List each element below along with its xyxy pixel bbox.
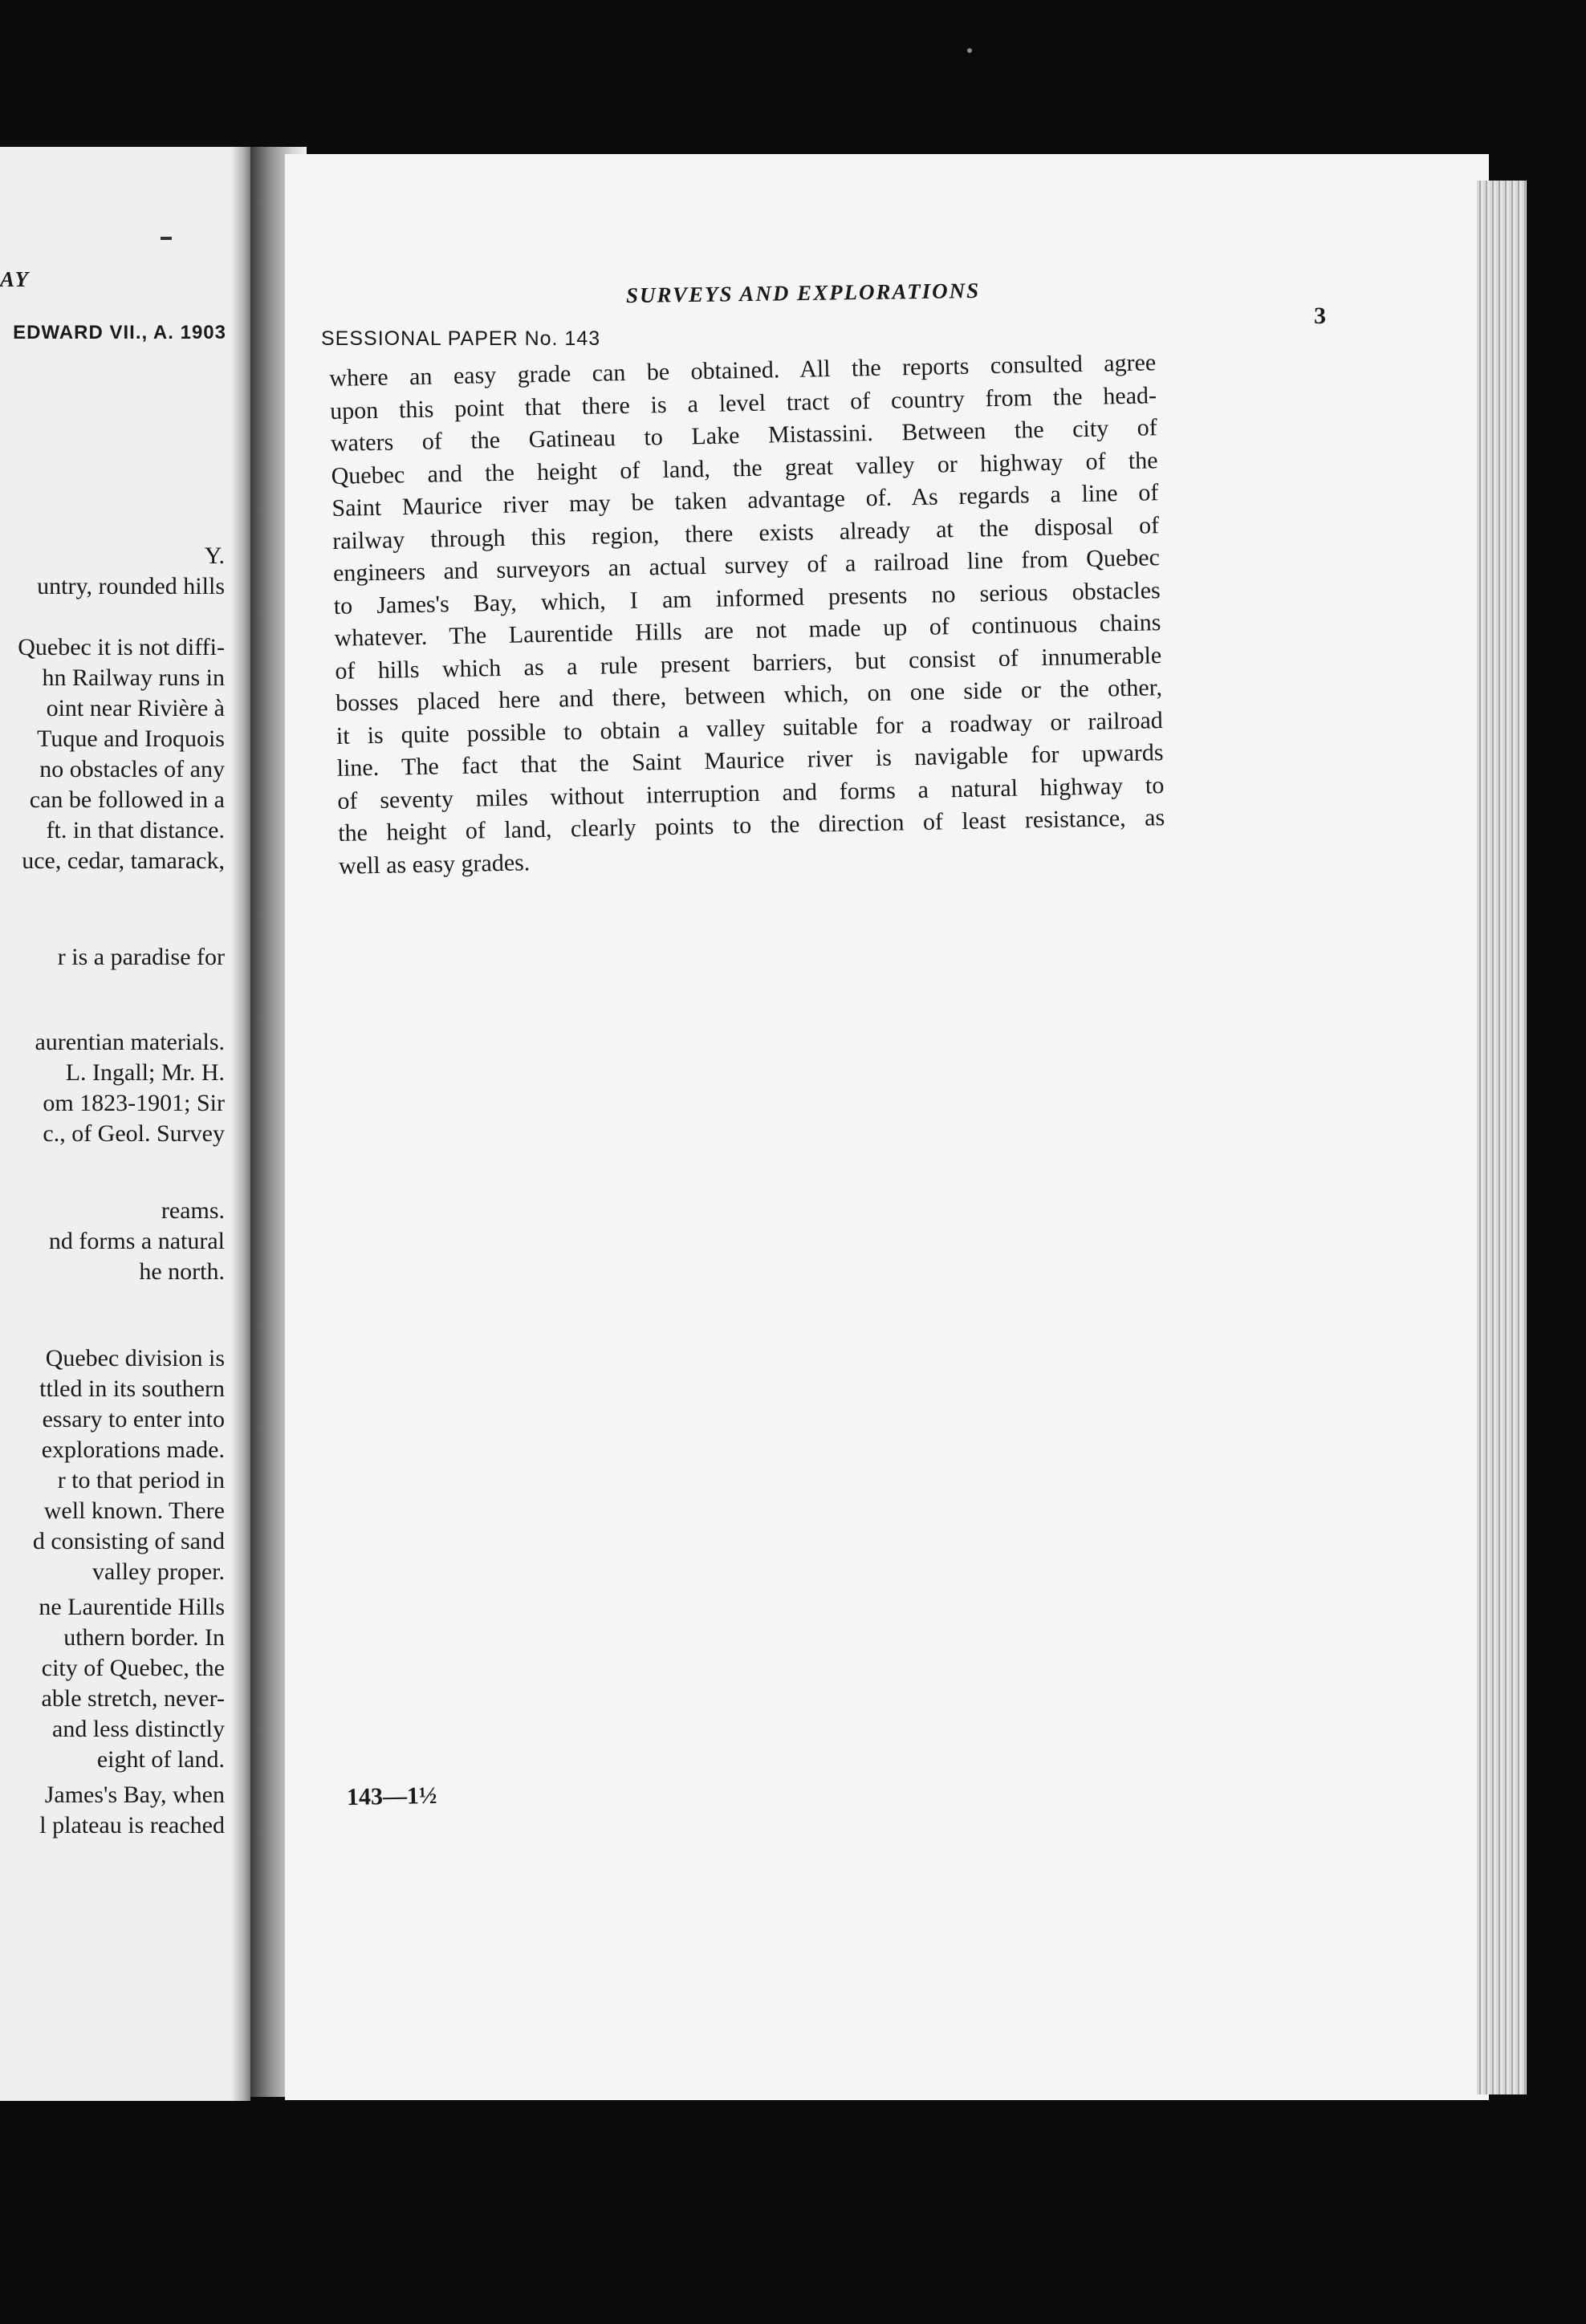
left-text-line: and less distinctly: [52, 1716, 225, 1742]
left-text-line: r is a paradise for: [57, 944, 225, 970]
left-text-line: essary to enter into: [42, 1406, 225, 1432]
left-text-line: James's Bay, when: [44, 1782, 225, 1808]
left-text-line: ttled in its southern: [39, 1375, 225, 1402]
left-text-line: aurentian materials.: [35, 1029, 225, 1055]
left-text-line: reams.: [161, 1197, 225, 1224]
left-text-line: c., of Geol. Survey: [43, 1120, 225, 1147]
left-page-dash: [161, 237, 172, 240]
left-text-line: Y.: [204, 542, 225, 569]
left-text-line: L. Ingall; Mr. H.: [65, 1059, 225, 1086]
left-text-line: uthern border. In: [63, 1624, 225, 1651]
left-text-line: om 1823-1901; Sir: [43, 1090, 225, 1116]
body-line: well as easy grades.: [338, 848, 531, 880]
body-line: bosses placed here and there, between which, on one side or the other,: [335, 674, 1163, 717]
left-text-line: ne Laurentide Hills: [39, 1594, 225, 1620]
body-line: Quebec and the height of land, the great valley or highway of the: [331, 446, 1158, 490]
left-page: [0, 147, 242, 2101]
body-line: upon this point that there is a level tract of country from the head-: [329, 381, 1157, 425]
sessional-paper-label: SESSIONAL PAPER No. 143: [321, 327, 601, 350]
left-text-line: Tuque and Iroquois: [37, 725, 225, 752]
left-text-line: no obstacles of any: [39, 756, 225, 782]
signature-mark: 143—1½: [346, 1782, 437, 1811]
left-text-line: untry, rounded hills: [37, 573, 225, 599]
body-line: of hills which as a rule present barriers, but consist of innumerable: [335, 641, 1162, 685]
left-text-line: can be followed in a: [29, 786, 225, 813]
left-text-line: he north.: [139, 1258, 225, 1285]
left-text-line: l plateau is reached: [39, 1812, 225, 1838]
running-head: SURVEYS AND EXPLORATIONS: [625, 278, 981, 308]
left-text-line: d consisting of sand: [32, 1528, 225, 1554]
page-number: 3: [1314, 303, 1326, 329]
left-text-line: uce, cedar, tamarack,: [22, 847, 225, 874]
body-line: where an easy grade can be obtained. All the reports consulted agree: [329, 349, 1157, 392]
left-text-line: eight of land.: [96, 1746, 225, 1773]
left-sessional-label: EDWARD VII., A. 1903: [13, 322, 226, 343]
body-line: to James's Bay, which, I am informed presents no serious obstacles: [333, 576, 1161, 620]
left-text-line: Quebec division is: [45, 1345, 225, 1371]
body-line: railway through this region, there exists already at the disposal of: [331, 511, 1160, 555]
scan-speck: [967, 48, 972, 53]
body-line: whatever. The Laurentide Hills are not made up of continuous chains: [334, 609, 1161, 652]
page-edge: [1477, 181, 1527, 2094]
left-text-line: well known. There: [43, 1497, 225, 1524]
body-line: Saint Maurice river may be taken advantage of. As regards a line of: [331, 479, 1159, 522]
left-text-line: ft. in that distance.: [46, 817, 225, 843]
body-line: line. The fact that the Saint Maurice river is navigable for upwards: [336, 739, 1164, 782]
left-text-line: r to that period in: [57, 1467, 225, 1493]
body-line: of seventy miles without interruption and forms a natural highway to: [337, 771, 1165, 815]
body-line: the height of land, clearly points to the direction of least resistance, as: [337, 804, 1165, 847]
left-page-shadow: [231, 147, 250, 2101]
left-running-head: AY: [0, 267, 31, 291]
body-line: it is quite possible to obtain a valley suitable for a roadway or railroad: [336, 706, 1164, 750]
left-text-line: valley proper.: [92, 1558, 225, 1585]
left-text-line: oint near Rivière à: [46, 695, 225, 721]
left-text-line: Quebec it is not diffi-: [18, 634, 225, 660]
left-text-line: city of Quebec, the: [41, 1655, 225, 1681]
left-text-line: explorations made.: [41, 1436, 225, 1463]
body-text: [329, 347, 1165, 883]
body-line: waters of the Gatineau to Lake Mistassini. Between the city of: [330, 414, 1158, 457]
left-text-line: hn Railway runs in: [42, 664, 225, 691]
left-text-line: able stretch, never-: [41, 1685, 225, 1712]
body-line: engineers and surveyors an actual survey of a railroad line from Quebec: [332, 544, 1161, 587]
left-text-line: nd forms a natural: [48, 1228, 225, 1254]
